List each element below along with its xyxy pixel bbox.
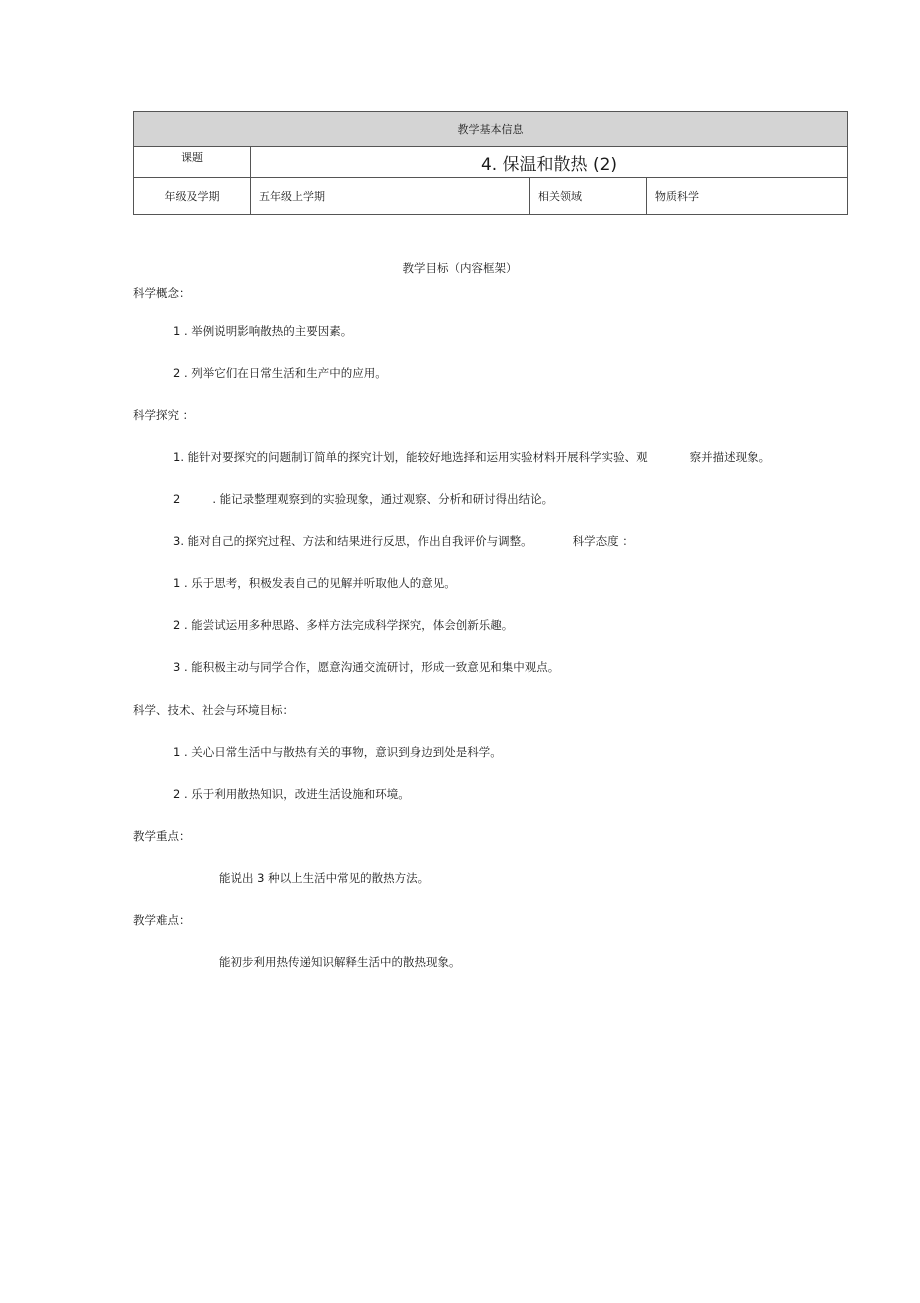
topic-value: 4. 保温和散热 (2) — [251, 147, 848, 178]
table-header: 教学基本信息 — [134, 112, 848, 147]
stse-heading: 科学、技术、社会与环境目标： — [133, 703, 294, 717]
topic-label: 课题 — [134, 147, 251, 178]
field-value: 物质科学 — [647, 178, 848, 215]
attitude-item-1: 1 . 乐于思考，积极发表自己的见解并听取他人的意见。 — [173, 576, 456, 590]
key-point-text: 能说出 3 种以上生活中常见的散热方法。 — [219, 871, 430, 885]
concept-item-1: 1 . 举例说明影响散热的主要因素。 — [173, 324, 353, 338]
field-label: 相关领域 — [530, 178, 647, 215]
grade-value: 五年级上学期 — [251, 178, 530, 215]
inquiry-item-1-part-a: 1. 能针对要探究的问题制订简单的探究计划，能较好地选择和运用实验材料开展科学实验、观 — [173, 450, 648, 464]
stse-item-1: 1 . 关心日常生活中与散热有关的事物，意识到身边到处是科学。 — [173, 745, 502, 759]
inquiry-item-2-text: . 能记录整理观察到的实验现象，通过观察、分析和研讨得出结论。 — [212, 492, 554, 506]
difficulty-text: 能初步利用热传递知识解释生活中的散热现象。 — [219, 955, 461, 969]
inquiry-item-3 — [173, 534, 634, 548]
attitude-heading: 科学态度 ： — [572, 534, 634, 548]
basic-info-table — [133, 111, 848, 215]
concepts-heading: 科学概念： — [133, 286, 191, 300]
inquiry-heading: 科学探究 ： — [133, 408, 195, 422]
inquiry-item-1-part-b: 察并描述现象。 — [689, 450, 771, 464]
stse-item-2: 2 . 乐于利用散热知识，改进生活设施和环境。 — [173, 787, 410, 801]
inquiry-item-3-text: 3. 能对自己的探究过程、方法和结果进行反思，作出自我评价与调整。 — [173, 534, 533, 548]
goals-title: 教学目标（内容框架） — [402, 261, 518, 275]
inquiry-item-2-number: 2 — [173, 492, 181, 506]
difficulty-heading: 教学难点： — [133, 913, 191, 927]
inquiry-item-2 — [173, 492, 553, 506]
grade-label: 年级及学期 — [134, 178, 251, 215]
key-point-heading: 教学重点： — [133, 829, 191, 843]
inquiry-item-1 — [173, 450, 770, 464]
attitude-item-3: 3 . 能积极主动与同学合作，愿意沟通交流研讨，形成一致意见和集中观点。 — [173, 660, 560, 674]
attitude-item-2: 2 . 能尝试运用多种思路、多样方法完成科学探究，体会创新乐趣。 — [173, 618, 514, 632]
concept-item-2: 2 . 列举它们在日常生活和生产中的应用。 — [173, 366, 387, 380]
